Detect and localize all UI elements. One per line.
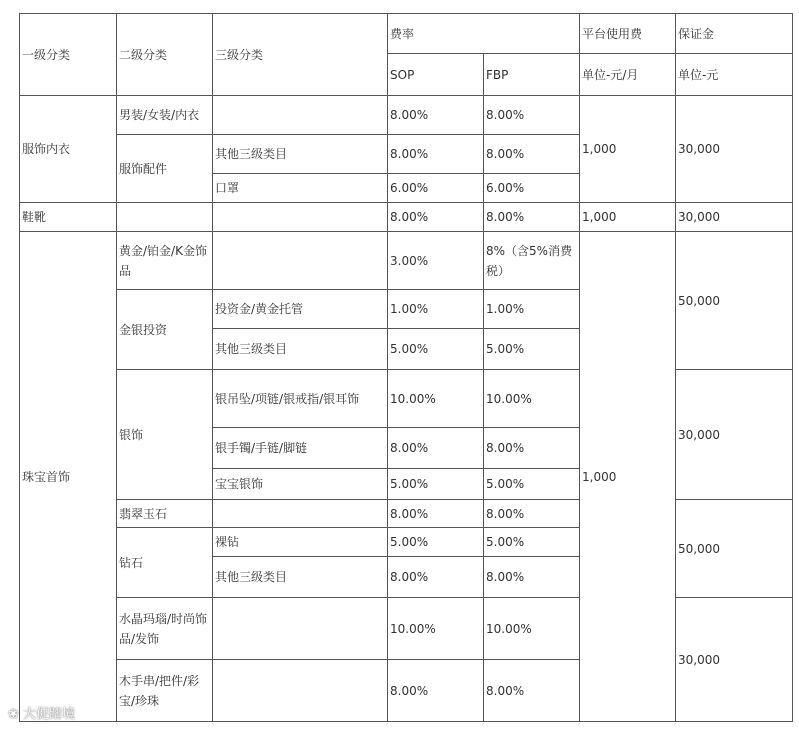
- table-row: [20, 96, 793, 135]
- sop-cell: 8.00%: [388, 557, 484, 598]
- fbp-cell: 8.00%: [484, 500, 580, 528]
- level1-cell: 鞋靴: [20, 203, 117, 232]
- table-row: [20, 370, 793, 428]
- fbp-cell: 5.00%: [484, 528, 580, 557]
- sop-cell: 5.00%: [388, 528, 484, 557]
- level2-cell: 黄金/铂金/K金饰品: [117, 232, 213, 290]
- watermark-text: 大促踏境: [23, 707, 76, 722]
- table-row: [20, 203, 793, 232]
- header-platform-fee: 平台使用费: [580, 14, 676, 54]
- header-level2: 二级分类: [117, 14, 213, 96]
- level3-cell: [213, 500, 388, 528]
- header-deposit: 保证金: [676, 14, 793, 54]
- level3-cell: [213, 203, 388, 232]
- level2-cell: 男装/女装/内衣: [117, 96, 213, 135]
- sop-cell: 8.00%: [388, 428, 484, 469]
- level1-cell: 珠宝首饰: [20, 232, 117, 722]
- fbp-cell: 8.00%: [484, 557, 580, 598]
- level3-cell: 其他三级类目: [213, 557, 388, 598]
- sop-cell: 8.00%: [388, 135, 484, 174]
- level2-cell: 水晶玛瑙/时尚饰品/发饰: [117, 598, 213, 660]
- level2-cell: 金银投资: [117, 290, 213, 370]
- deposit-cell: 50,000: [676, 500, 793, 598]
- sop-cell: 3.00%: [388, 232, 484, 290]
- deposit-cell: 30,000: [676, 598, 793, 722]
- level3-cell: 其他三级类目: [213, 329, 388, 370]
- level3-cell: 宝宝银饰: [213, 469, 388, 500]
- table-row: [20, 232, 793, 290]
- fbp-cell: 10.00%: [484, 598, 580, 660]
- level2-cell: 钻石: [117, 528, 213, 598]
- level3-cell: 银吊坠/项链/银戒指/银耳饰: [213, 370, 388, 428]
- deposit-cell: 30,000: [676, 370, 793, 500]
- sop-cell: 1.00%: [388, 290, 484, 329]
- sop-cell: 8.00%: [388, 96, 484, 135]
- fbp-cell: 8%（含5%消费税）: [484, 232, 580, 290]
- level3-cell: [213, 232, 388, 290]
- watermark-logo-icon: ❀: [8, 707, 19, 722]
- level3-cell: 投资金/黄金托管: [213, 290, 388, 329]
- level2-cell: 服饰配件: [117, 135, 213, 203]
- sop-cell: 8.00%: [388, 203, 484, 232]
- level3-cell: 银手镯/手链/脚链: [213, 428, 388, 469]
- fbp-cell: 10.00%: [484, 370, 580, 428]
- fbp-cell: 5.00%: [484, 469, 580, 500]
- sop-cell: 5.00%: [388, 469, 484, 500]
- fbp-cell: 8.00%: [484, 203, 580, 232]
- level2-cell: 翡翠玉石: [117, 500, 213, 528]
- table-row: [20, 598, 793, 660]
- fbp-cell: 8.00%: [484, 660, 580, 722]
- header-deposit-unit: 单位-元: [676, 54, 793, 96]
- fbp-cell: 8.00%: [484, 96, 580, 135]
- level2-cell: 木手串/把件/彩宝/珍珠: [117, 660, 213, 722]
- fee-cell: 1,000: [580, 232, 676, 722]
- fbp-cell: 8.00%: [484, 135, 580, 174]
- level3-cell: 口罩: [213, 174, 388, 203]
- sop-cell: 8.00%: [388, 500, 484, 528]
- fee-cell: 1,000: [580, 203, 676, 232]
- fee-table: [19, 13, 793, 722]
- sop-cell: 6.00%: [388, 174, 484, 203]
- sop-cell: 10.00%: [388, 370, 484, 428]
- watermark: [8, 703, 75, 722]
- sop-cell: 8.00%: [388, 660, 484, 722]
- sop-cell: 5.00%: [388, 329, 484, 370]
- level2-cell: 银饰: [117, 370, 213, 500]
- deposit-cell: 30,000: [676, 96, 793, 203]
- fee-cell: 1,000: [580, 96, 676, 203]
- fbp-cell: 6.00%: [484, 174, 580, 203]
- deposit-cell: 30,000: [676, 203, 793, 232]
- level3-cell: 其他三级类目: [213, 135, 388, 174]
- level2-cell: [117, 203, 213, 232]
- deposit-cell: 50,000: [676, 232, 793, 370]
- header-level3: 三级分类: [213, 14, 388, 96]
- level1-cell: 服饰内衣: [20, 96, 117, 203]
- level3-cell: [213, 598, 388, 660]
- header-fee-unit: 单位-元/月: [580, 54, 676, 96]
- header-sop: SOP: [388, 54, 484, 96]
- fbp-cell: 1.00%: [484, 290, 580, 329]
- header-rate: 费率: [388, 14, 580, 54]
- fbp-cell: 8.00%: [484, 428, 580, 469]
- sop-cell: 10.00%: [388, 598, 484, 660]
- level3-cell: [213, 96, 388, 135]
- fbp-cell: 5.00%: [484, 329, 580, 370]
- header-fbp: FBP: [484, 54, 580, 96]
- header-level1: 一级分类: [20, 14, 117, 96]
- table-row: [20, 500, 793, 528]
- level3-cell: [213, 660, 388, 722]
- level3-cell: 裸钻: [213, 528, 388, 557]
